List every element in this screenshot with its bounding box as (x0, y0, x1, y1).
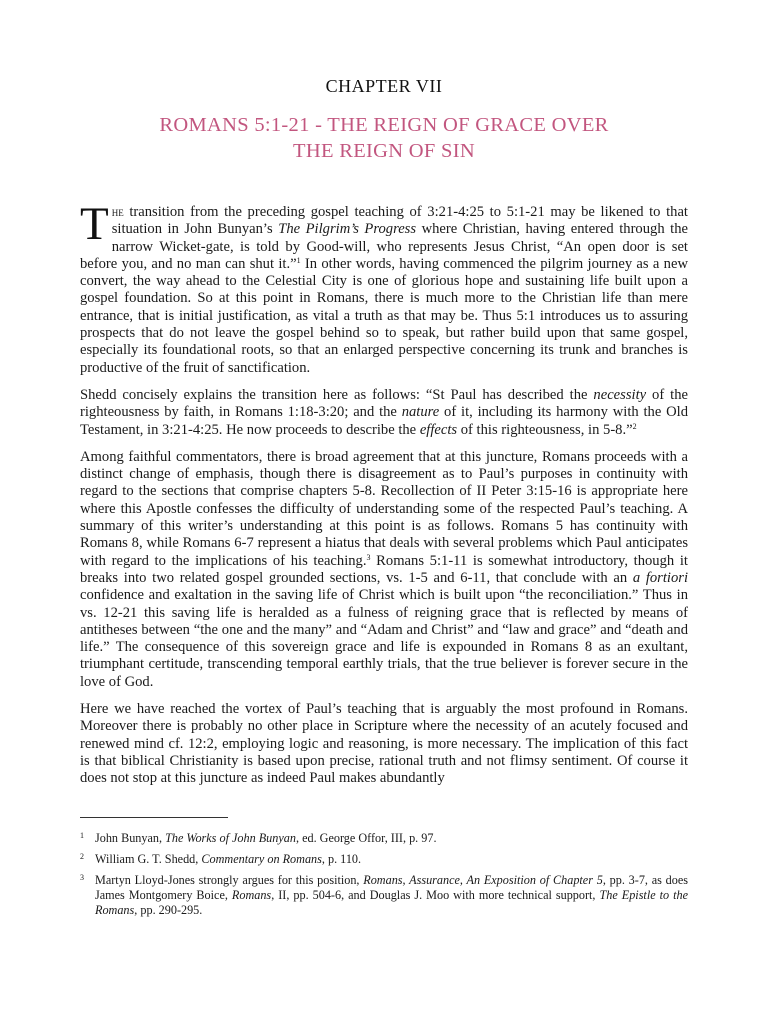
footnote-text (95, 852, 688, 867)
footnote-3 (80, 873, 688, 918)
text-run: , p. 110. (321, 852, 362, 866)
text-run: In other words, having commenced the pilgrim journey as a new convert, the way ahead to the Celestial City is one of glorious hope and sustaining life built upon a gospel foundation. So at this point in Romans, there is much more to the Christian life than mere entrance, that is initial justification, as vital a truth as that may be. Thus 5:1 introduces us to assuring prospects that do not leave the gospel behind so to speak, but rather build upon that same gospel, especially its foundational roots, so that an enlarged perspective concerning its trunk and branches is productive of the fruit of sanctification. (80, 255, 688, 376)
text-run: of it, including its harmony with the Old Testament, in 3:21-4:25. He now proceeds to describe the (80, 404, 689, 438)
text-run: John Bunyan, (95, 831, 166, 845)
text-run: where Christian, having entered through the narrow Wicket-gate, is told by Good-will, who represents Jesus Christ, “An open door is set before you, and no man can shut it.” (80, 221, 688, 272)
text-run: of the righteousness by faith, in Romans 1:18-3:20; and the (80, 386, 688, 421)
book-title: Commentary on Romans (201, 852, 322, 866)
text-run: confidence and exaltation in the saving life of Christ which is built upon “the reconciliation.” Thus in vs. 12-21 this saving life is heralded as a fulness of reigning grace that is reflected by means of antitheses between “the one and the many” and “Adam and Christ” and “law and grace” and “death and life.” The consequence of this sovereign grace and life is expounded in Romans 8 as an exultant, triumphant certitude, transcending temporal earthly trials, that the true believer is forever secure in the love of God. (80, 587, 688, 690)
chapter-title (80, 112, 688, 164)
footnote-separator (80, 817, 228, 818)
footnote-number: 3 (80, 873, 84, 882)
text-run: , II, pp. 504-6, and Douglas J. Moo with more technical support, (271, 888, 600, 902)
book-title: The Epistle to the Romans (95, 888, 688, 917)
footnote-2 (80, 852, 688, 867)
emphasis: necessity (593, 386, 647, 403)
text-run: of this righteousness, in 5-8.” (457, 421, 633, 438)
chapter-title-line-2: THE REIGN OF SIN (293, 140, 475, 162)
text-run: Romans 5:1-11 is somewhat introductory, though it breaks into two related gospel grounded sections, vs. 1-5 and 6-11, that conclude with an (80, 552, 688, 586)
paragraph-1 (80, 198, 688, 377)
emphasis: a fortiori (632, 569, 688, 586)
footnote-1 (80, 831, 688, 846)
footnote-text (95, 831, 688, 846)
footnote-number: 2 (80, 852, 84, 861)
paragraph-3 (80, 449, 688, 691)
small-caps-lead: he (111, 204, 124, 219)
chapter-label: CHAPTER VII (325, 76, 443, 96)
paragraph-2 (80, 387, 688, 439)
text-run: Among faithful commentators, there is broad agreement that at this juncture, Romans proceeds with a distinct change of emphasis, though there is disagreement as to Paul’s purposes in continuity with regard to the sections that comprise chapters 5-8. Recollection of II Peter 3:15-16 is appropriate here where this Apostle confesses the difficulty of understanding some of the respected Paul’s teaching. A summary of this writer’s understanding at this point is as follows. Romans 5 has continuity with Romans 8, while Romans 6-7 represent a hiatus that deals with several problems which Paul anticipates with regard to the implications of his teaching. (80, 448, 688, 569)
text-run: Shedd concisely explains the transition here as follows: “St Paul has described the (80, 386, 594, 403)
text-run: , pp. 3-7, as does James Montgomery Boice, (95, 873, 689, 902)
emphasis: nature (401, 404, 440, 421)
book-title: The Pilgrim’s Progress (278, 221, 417, 238)
chapter-title-line-1: ROMANS 5:1-21 - THE REIGN OF GRACE OVER (159, 114, 609, 136)
text-run: William G. T. Shedd, (95, 852, 202, 866)
book-title: Romans (231, 888, 272, 902)
footnote-text (95, 873, 688, 918)
text-run: , ed. George Offor, III, p. 97. (295, 831, 437, 845)
footnote-ref[interactable]: 2 (632, 421, 637, 431)
footnote-number: 1 (80, 831, 84, 840)
book-title: The Works of John Bunyan (165, 831, 296, 845)
emphasis: effects (419, 421, 458, 438)
book-title: Romans, Assurance, An Exposition of Chapter 5 (363, 873, 603, 887)
drop-cap: T (80, 198, 109, 250)
footnote-ref[interactable]: 3 (366, 552, 371, 562)
text-run: transition from the preceding gospel teaching of 3:21-4:25 to 5:1-21 may be likened to that situation in John Bunyan’s (111, 204, 688, 238)
text-run: Martyn Lloyd-Jones strongly argues for this position, (95, 873, 364, 887)
footnote-ref[interactable]: 1 (296, 255, 301, 265)
text-run: , pp. 290-295. (134, 903, 203, 917)
footnotes (80, 831, 688, 924)
paragraph-4: Here we have reached the vortex of Paul’s teaching that is arguably the most profound in Romans. Moreover there is probably no other place in Scripture where the necessity of an acutely focused and renewed mind cf. 12:2, employing logic and reasoning, is more necessary. The implication of this fact is that biblical Christianity is based upon precise, rational truth and not flimsy sentiment. Of course it does not stop at this juncture as indeed Paul makes abundantly (80, 701, 688, 787)
